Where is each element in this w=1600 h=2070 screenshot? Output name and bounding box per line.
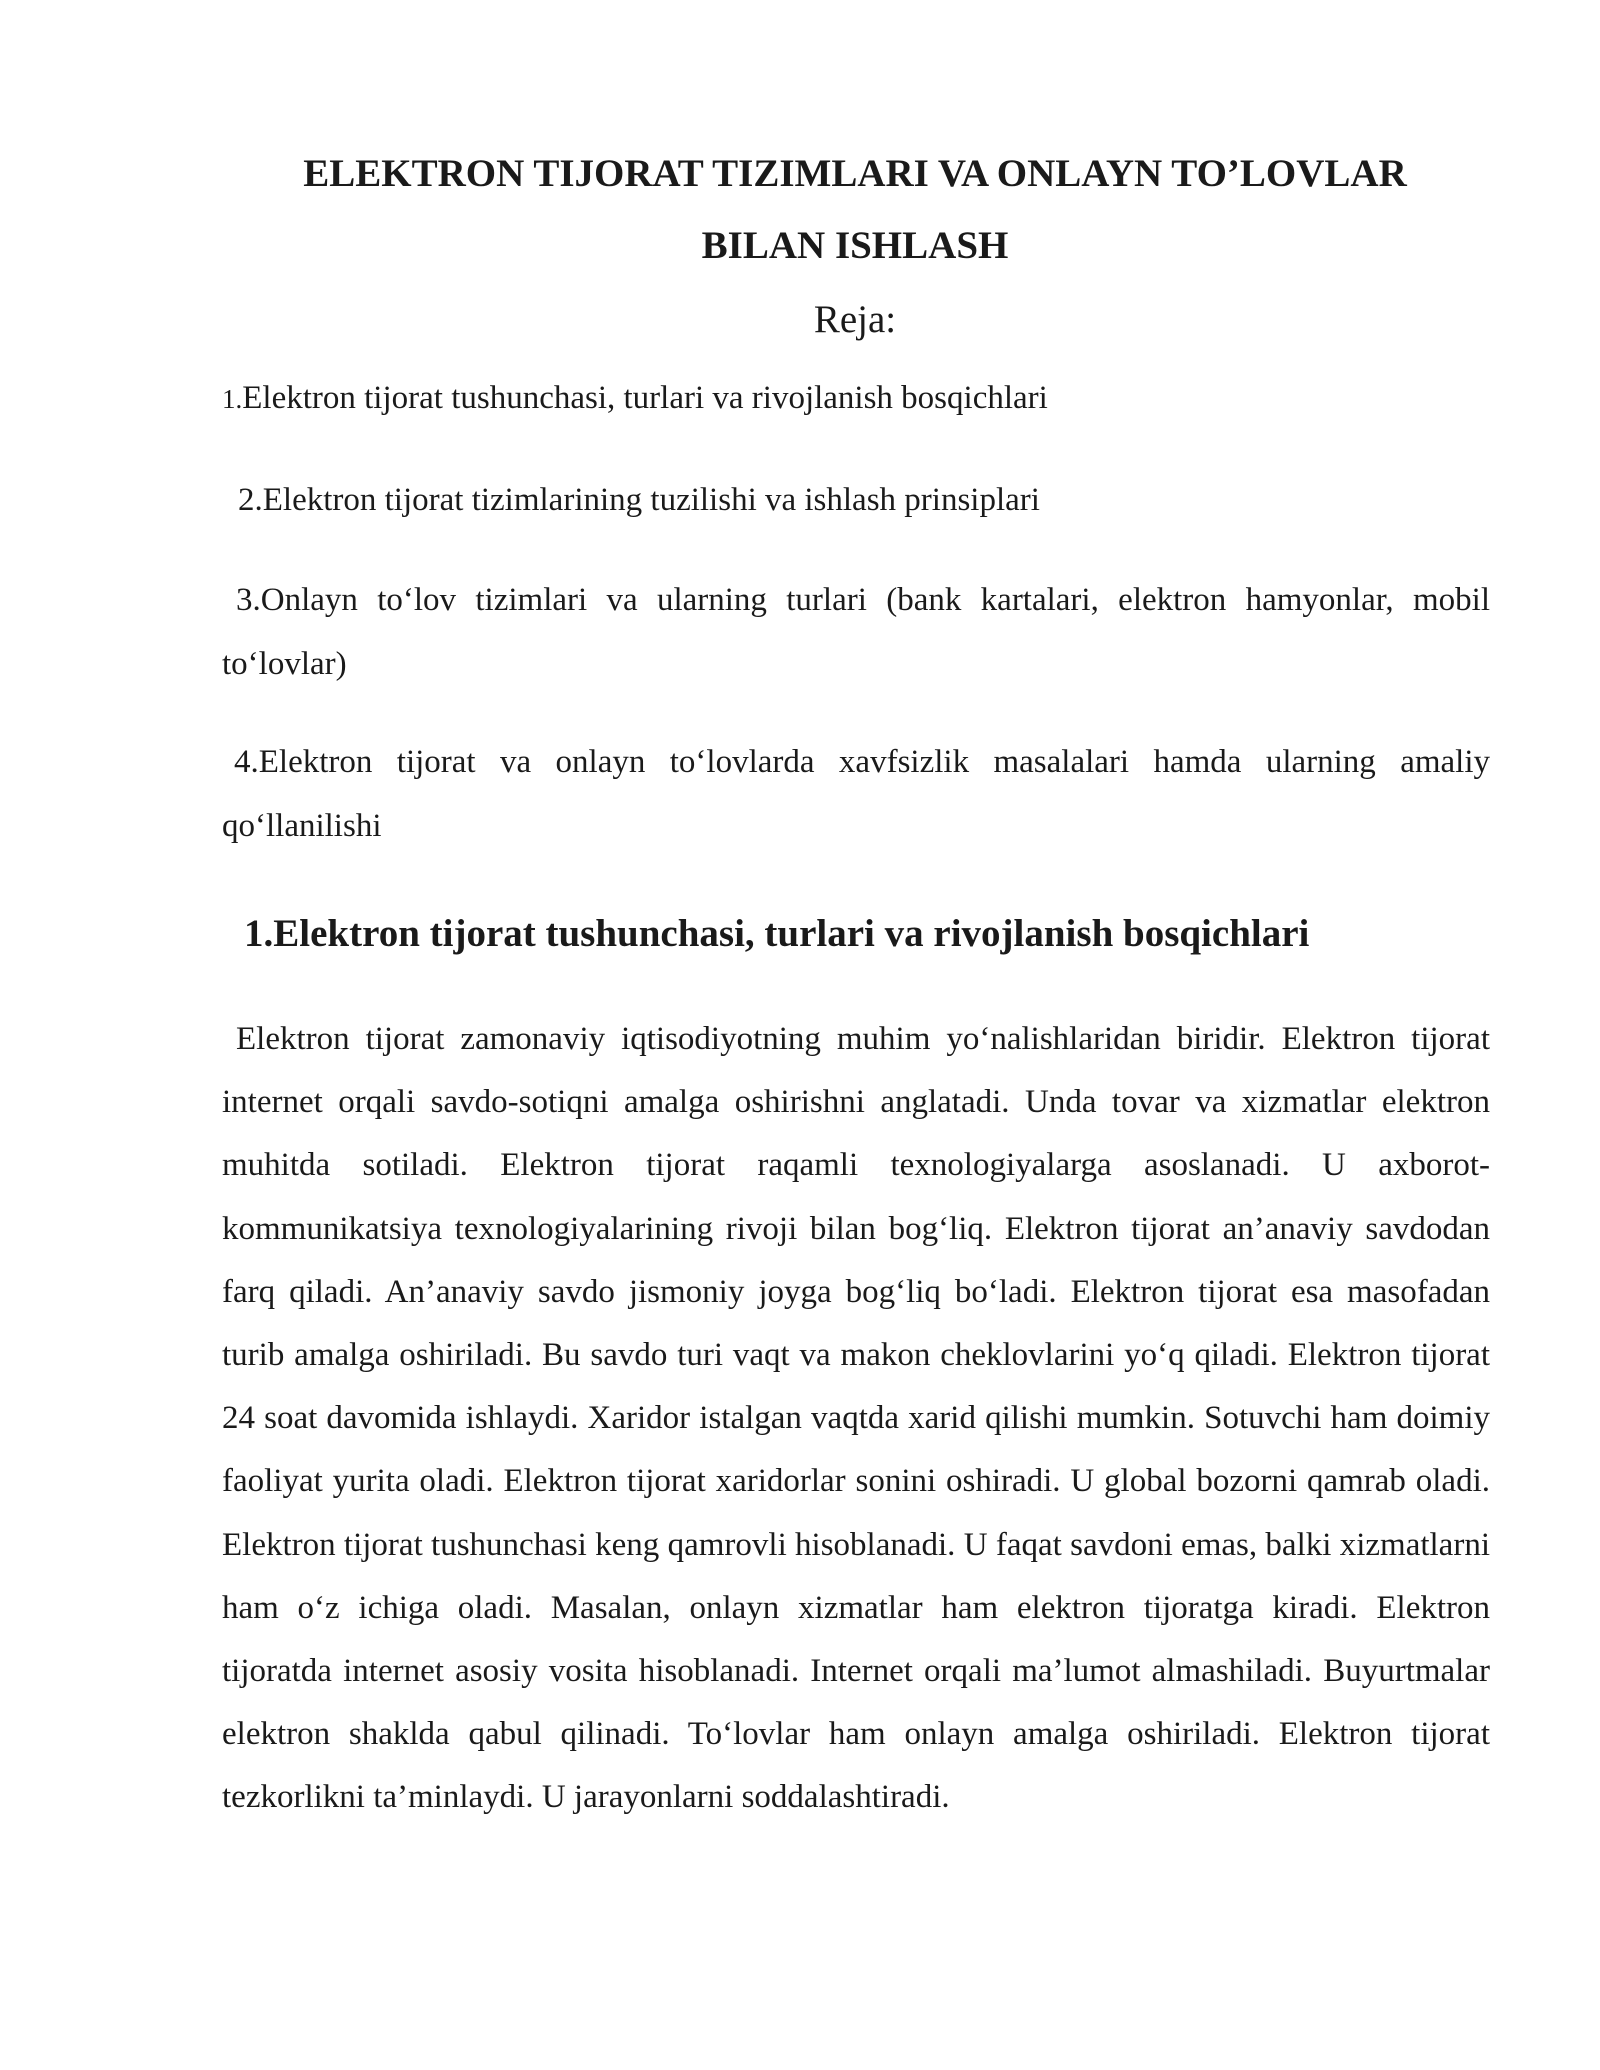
section-heading <box>244 904 1309 964</box>
plan-item-text: Elektron tijorat tizimlarining tuzilishi va ishlash prinsiplari <box>262 482 1040 518</box>
plan-item-number: 1. <box>222 384 243 414</box>
plan-item-number: 4. <box>234 744 259 780</box>
plan-item-1 <box>222 366 1490 431</box>
plan-item-number: 3. <box>236 582 261 618</box>
plan-heading: Reja: <box>813 298 897 341</box>
document-title-line-1: ELEKTRON TIJORAT TIZIMLARI VA ONLAYN TO’LOVLAR <box>303 152 1407 195</box>
plan-item-text: Onlayn to‘lov tizimlari va ularning turlari (bank kartalari, elektron hamyonlar, mobil to‘lovlar) <box>222 582 1490 682</box>
document-title-line-2: BILAN ISHLASH <box>701 224 1009 267</box>
plan-item-number: 2. <box>238 482 263 518</box>
document-title <box>200 138 1510 282</box>
plan-item-4 <box>222 730 1490 858</box>
section-paragraph: Elektron tijorat zamonaviy iqtisodiyotning muhim yo‘nalishlaridan biridir. Elektron tijorat internet orqali savdo-sotiqni amalga oshirishni anglatadi. Unda tovar va xizmatlar elektron muhitda sotiladi. Elektron tijorat raqamli texnologiyalarga asoslanadi. U axborot-kommunikatsiya texnologiyalarining rivoji bilan bog‘liq. Elektron tijorat an’anaviy savdodan farq qiladi. An’anaviy savdo jismoniy joyga bog‘liq bo‘ladi. Elektron tijorat esa masofadan turib amalga oshiriladi. Bu savdo turi vaqt va makon cheklovlarini yo‘q qiladi. Elektron tijorat 24 soat davomida ishlaydi. Xaridor istalgan vaqtda xarid qilishi mumkin. Sotuvchi ham doimiy faoliyat yurita oladi. Elektron tijorat xaridorlar sonini oshiradi. U global bozorni qamrab oladi. Elektron tijorat tushunchasi keng qamrovli hisoblanadi. U faqat savdoni emas, balki xizmatlarni ham o‘z ichiga oladi. Masalan, onlayn xizmatlar ham elektron tijoratga kiradi. Elektron tijoratda internet asosiy vosita hisoblanadi. Internet orqali ma’lumot almashiladi. Buyurtmalar elektron shaklda qabul qilinadi. To‘lovlar ham onlayn amalga oshiriladi. Elektron tijorat tezkorlikni ta’minlaydi. U jarayonlarni soddalashtiradi. <box>222 1021 1490 1816</box>
plan-item-text: Elektron tijorat tushunchasi, turlari va rivojlanish bosqichlari <box>242 380 1048 416</box>
section-number: 1. <box>244 912 274 955</box>
plan-item-text: Elektron tijorat va onlayn to‘lovlarda xavfsizlik masalalari hamda ularning amaliy qo‘llanilishi <box>222 744 1490 844</box>
section-title: Elektron tijorat tushunchasi, turlari va rivojlanish bosqichlari <box>273 912 1310 955</box>
plan-item-2 <box>222 468 1490 532</box>
plan-item-3 <box>222 568 1490 696</box>
